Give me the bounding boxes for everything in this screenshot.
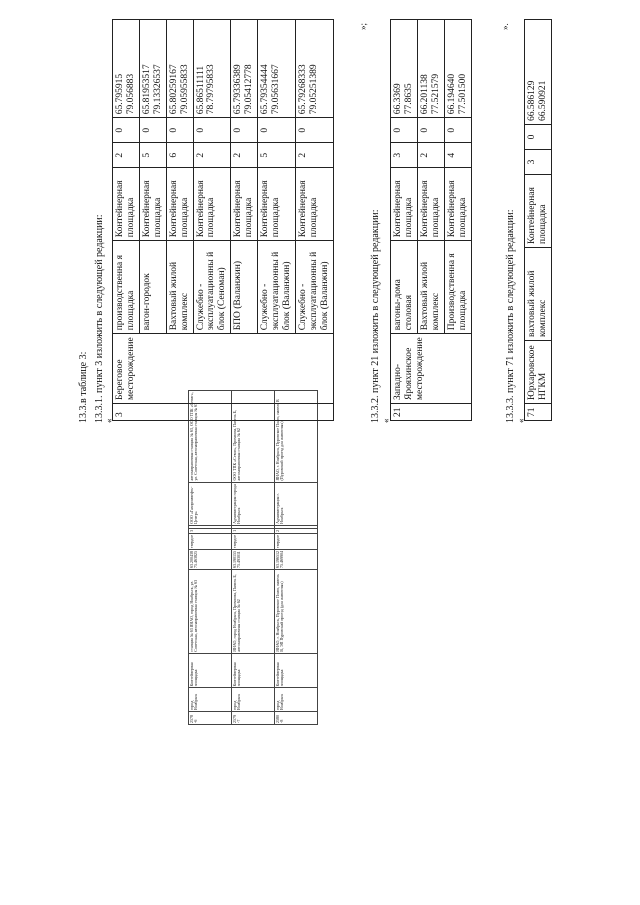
object-name: вахтовый жилой комплекс: [525, 248, 552, 341]
coordinates: 65.795915 79.056883: [113, 20, 140, 118]
container-count: 3: [391, 143, 418, 168]
small-table-cell: Администрация города Ноябрьск: [232, 482, 275, 525]
coordinates: 65.79336389 79.05412778: [231, 20, 258, 118]
field-name: Западно-Ярояхинское месторождение: [391, 334, 472, 404]
site-type: Контейнерная площадка: [139, 168, 166, 241]
coordinates: 65.79354444 79.05631667: [258, 20, 296, 118]
small-table-cell: станция № 63 ЯНАО, город Ноябрьск, ул. Советская, автозаправочная станция № 63: [189, 570, 232, 654]
small-table-cell: 63.200438 75.463825: [189, 550, 232, 570]
small-table-cell: 2: [275, 528, 318, 533]
zero-count: 0: [525, 125, 552, 150]
small-table-row: [189, 391, 232, 725]
quote-close-2: ».: [500, 23, 510, 30]
site-type: Контейнерная площадка: [295, 168, 333, 241]
small-table-cell: 1: [232, 528, 275, 533]
zero-count: 0: [166, 118, 193, 143]
coordinates: 65.81953517 79.13326537: [139, 20, 166, 118]
coordinates: 65.80259167 79.05955833: [166, 20, 193, 118]
small-table-cell: 63.190155 75.493011: [232, 550, 275, 570]
container-count: 2: [231, 143, 258, 168]
object-name: Служебно - эксплуатационны й блок (Валанжин): [295, 241, 333, 334]
coordinates: 65.86511111 78.79795833: [193, 20, 231, 118]
small-table-cell: [232, 525, 275, 528]
small-table-cell: 2578 -6: [189, 712, 232, 725]
table-point-3: [112, 19, 334, 421]
small-table-cell: 3: [189, 528, 232, 533]
quote-open-3: «: [516, 418, 526, 423]
small-table-cell: автозаправочная станция № 63, ООО ТПК «Севиг», ул. Советская, автозаправочная станция № 63: [189, 391, 232, 483]
small-table-cell: Контейнерная площадка: [232, 653, 275, 688]
container-count: 2: [113, 143, 140, 168]
small-table-cell: ЯНАО, г. Ноябрьск, Пуровское Плато, панель В, ЭП Пуровский проезд (для животных): [275, 570, 318, 654]
small-table-cell: ООО «Газпромнефть-Центр»: [189, 482, 232, 525]
field-name: Береговое месторождение: [113, 334, 334, 404]
quote-close-1: »;: [358, 22, 368, 30]
object-name: БПО (Валанжин): [231, 241, 258, 334]
field-name: Юрхаровское НГКМ: [525, 341, 552, 404]
small-table-cell: Контейнерная площадка: [189, 653, 232, 688]
site-type: Контейнерная площадка: [391, 168, 418, 241]
container-count: 2: [193, 143, 231, 168]
object-name: Вахтовый жилой комплекс: [166, 241, 193, 334]
small-table-cell: твердое: [275, 533, 318, 549]
container-count: 5: [258, 143, 296, 168]
zero-count: 0: [113, 118, 140, 143]
object-name: вагоны-дома столовая: [391, 241, 418, 334]
quote-open-2: «: [381, 418, 391, 423]
container-count: 3: [525, 150, 552, 175]
small-table-cell: Администрация г. Ноябрьск: [275, 482, 318, 525]
heading-table3: 13.3.в таблице 3:: [78, 351, 89, 423]
small-table-cell: город Ноябрьск: [232, 688, 275, 712]
table-row: [391, 20, 418, 421]
row-number: 21: [391, 404, 472, 421]
container-count: 6: [166, 143, 193, 168]
object-name: Вахтовый жилой комплекс: [417, 241, 444, 334]
site-type: Контейнерная площадка: [231, 168, 258, 241]
container-count: 5: [139, 143, 166, 168]
small-table-cell: ООО ТПК «Севиг», Промзона, Панель Б, автозаправочная станция № 62: [232, 391, 275, 483]
site-type: Контейнерная площадка: [525, 175, 552, 248]
small-table-cell: 63.196512 75.469904: [275, 550, 318, 570]
coordinates: 65.79268333 79.05251389: [295, 20, 333, 118]
heading-point21: 13.3.2. пункт 21 изложить в следующей редакции:: [370, 209, 381, 423]
table-row: [525, 20, 552, 421]
small-table-cell: город Ноябрьск: [275, 688, 318, 712]
zero-count: 0: [139, 118, 166, 143]
site-type: Контейнерная площадка: [258, 168, 296, 241]
container-count: 2: [417, 143, 444, 168]
row-number: 71: [525, 404, 552, 421]
zero-count: 0: [258, 118, 296, 143]
site-type: Контейнерная площадка: [113, 168, 140, 241]
small-table-cell: 2580 -8: [275, 712, 318, 725]
zero-count: 0: [391, 118, 418, 143]
table-point-71: [524, 19, 552, 421]
small-table-cell: твердое: [189, 533, 232, 549]
coordinates: 66.3369 77.8635: [391, 20, 418, 118]
small-table-cell: ЯНАО, г. Ноябрьск, Пуровское Плато, панель В (Пуровский проезд для животных): [275, 391, 318, 483]
small-table-cell: Контейнерная площадка: [275, 653, 318, 688]
object-name: вагон-городок: [139, 241, 166, 334]
zero-count: 0: [444, 118, 471, 143]
quote-open-1: «: [104, 418, 114, 423]
small-table-row: [232, 391, 275, 725]
coordinates: 66.194640 77.501500: [444, 20, 471, 118]
site-type: Контейнерная площадка: [193, 168, 231, 241]
object-name: Производственна я площадка: [444, 241, 471, 334]
site-type: Контейнерная площадка: [166, 168, 193, 241]
zero-count: 0: [193, 118, 231, 143]
small-table: [188, 390, 640, 725]
small-table-row: [275, 391, 318, 725]
table-point-21: [390, 19, 472, 421]
site-type: Контейнерная площадка: [444, 168, 471, 241]
coordinates: 66.201138 77.521579: [417, 20, 444, 118]
coordinates: 66.586129 66.590921: [525, 20, 552, 125]
small-table-grid: [188, 390, 318, 725]
zero-count: 0: [417, 118, 444, 143]
row-number: 3: [113, 404, 334, 421]
heading-point3: 13.3.1. пункт 3 изложить в следующей редакции:: [94, 214, 105, 423]
zero-count: 0: [231, 118, 258, 143]
small-table-cell: [189, 525, 232, 528]
small-table-cell: город Ноябрьск: [189, 688, 232, 712]
small-table-cell: [275, 525, 318, 528]
heading-point71: 13.3.3. пункт 71 изложить в следующей редакции:: [505, 209, 516, 423]
container-count: 2: [295, 143, 333, 168]
object-name: производственна я площадка: [113, 241, 140, 334]
small-table-cell: 2579 -7: [232, 712, 275, 725]
object-name: Служебно - эксплуатационны й блок (Валанжин): [258, 241, 296, 334]
object-name: Служебно - эксплуатационны й блок (Сеноман): [193, 241, 231, 334]
small-table-cell: твердое: [232, 533, 275, 549]
site-type: Контейнерная площадка: [417, 168, 444, 241]
small-table-cell: ЯНАО, город Ноябрьск, Промзона, Панель Б, автозаправочная станция № 62: [232, 570, 275, 654]
zero-count: 0: [295, 118, 333, 143]
container-count: 4: [444, 143, 471, 168]
table-row: [113, 20, 140, 421]
